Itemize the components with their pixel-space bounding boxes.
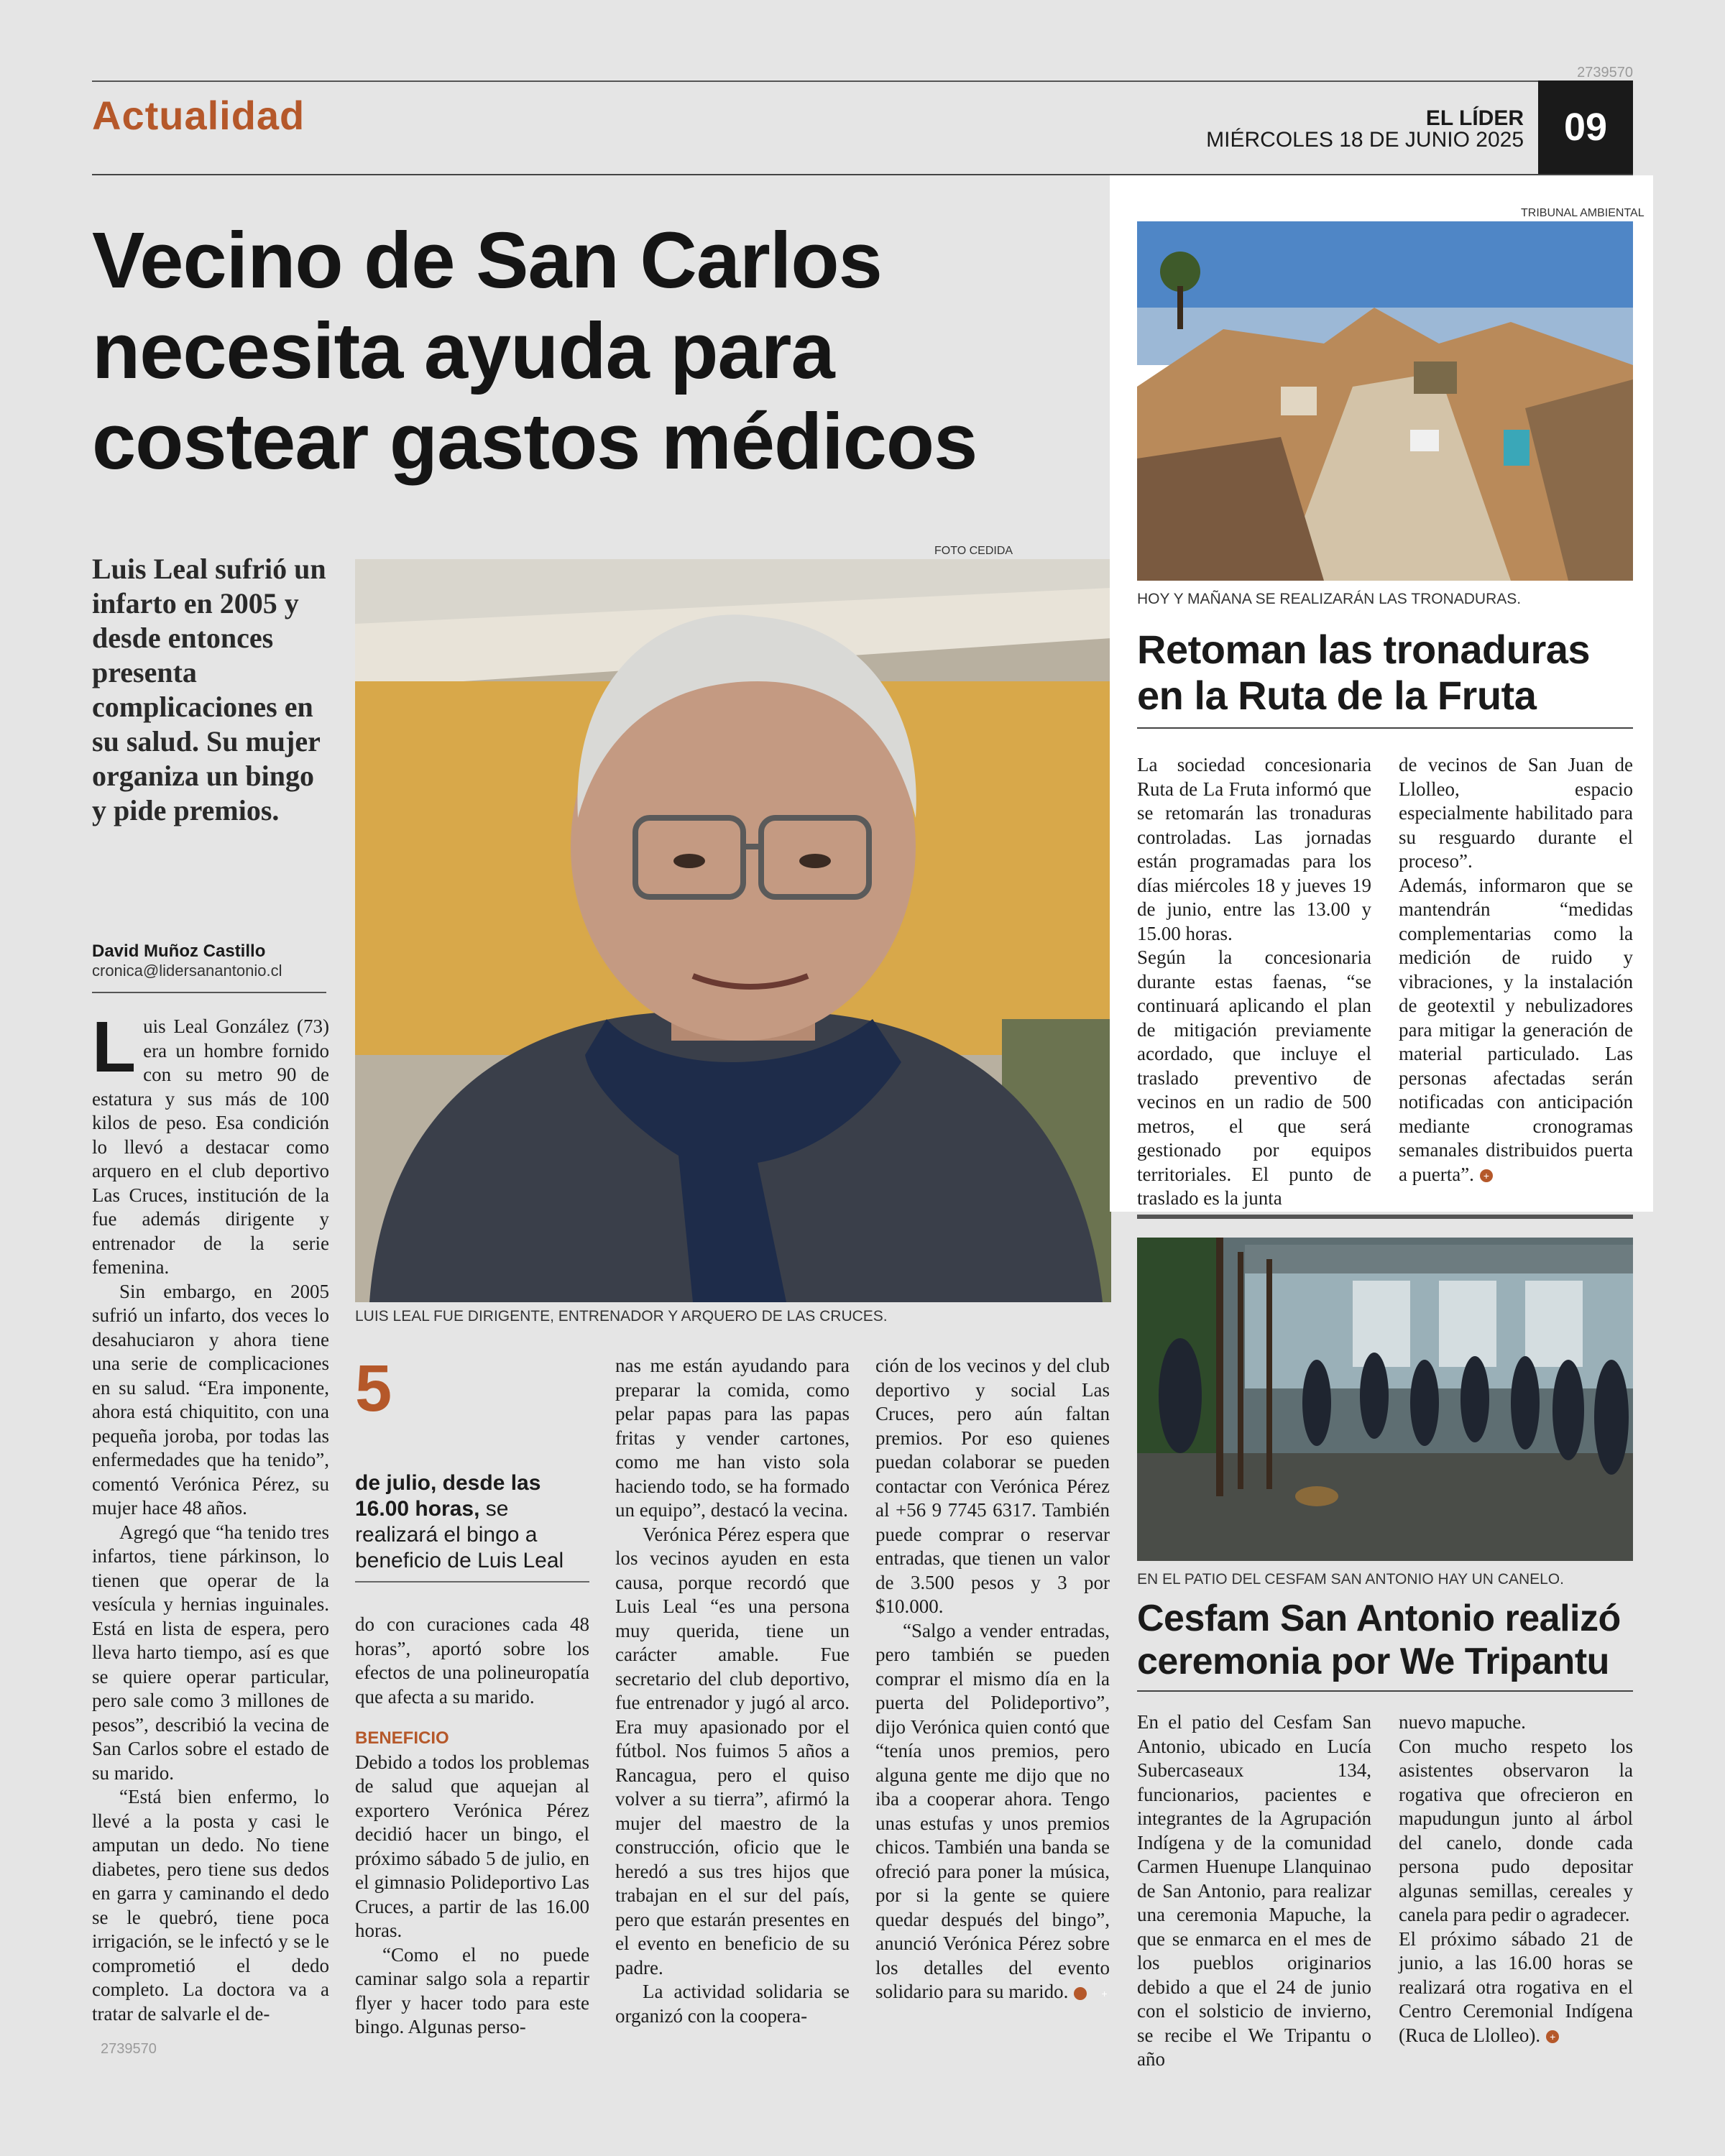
byline-author: David Muñoz Castillo (92, 941, 266, 961)
callout-bold: de julio, desde las 16.00 horas, (355, 1471, 541, 1521)
dropcap: L (92, 1007, 137, 1087)
cesfam-title (1137, 1597, 1633, 1683)
headline-line-1: Vecino de San Carlos (92, 216, 882, 305)
photo-credit: FOTO CEDIDA (934, 545, 1013, 557)
cesfam-col2-paragraph-3-text: El próximo sábado 21 de junio, a las 16.00 horas se realizará otra rogativa en el Centro Ceremonial Indígena (Ruca de Llolleo). (1399, 1927, 1633, 2046)
portrait-photo (355, 559, 1111, 1302)
callout-rule (355, 1581, 589, 1583)
article-lead: Luis Leal sufrió un infarto en 2005 y desde entonces presenta complicaciones en su salud. Su mujer organiza un bingo y pide premios. (92, 553, 326, 826)
end-mark-icon: + (1546, 2030, 1559, 2043)
cesfam-col2-paragraph-3 (1399, 1927, 1633, 2048)
callout-rest: se realizará el bingo a beneficio de Luis Leal (355, 1497, 564, 1572)
sidebar-col2-paragraph-2-text: Además, informaron que se mantendrán “medidas complementarias como la medición de ruido y vibraciones, y la instalación de geotextil y nebulizadores para mitigar la generación de material particulado. Las personas afectadas serán notificadas con anticipación mediante cronogramas semanales distribuidos puerta a puerta”. (1399, 874, 1633, 1185)
col4-paragraph-1: ción de los vecinos y del club deportivo y social Las Cruces, pero aún faltan premios. Por eso quienes puedan colaborar se pueden contactar con Verónica Pérez al +56 9 7745 6317. También puede comprar o reservar entradas, que tienen un valor de 3.500 pesos y 3 por $10.000. (875, 1355, 1110, 1617)
headline-line-2: necesita ayuda para (92, 307, 834, 395)
page-code-bottom: 2739570 (101, 2041, 157, 2057)
col2-paragraph-2: Debido a todos los problemas de salud que aquejan al exportero Verónica Pérez decidió hacer un bingo, el próximo sábado 5 de julio, en el gimnasio Polideportivo Las Cruces, a partir de las 16.00 horas. (355, 1751, 589, 1941)
col4-paragraph-2 (875, 1619, 1110, 2004)
callout-big-number: 5 (355, 1352, 392, 1425)
sidebar-photo-caption: HOY Y MAÑANA SE REALIZARÁN LAS TRONADURAS. (1137, 591, 1522, 607)
col4-paragraph-2-text: “Salgo a vender entradas, pero también se pueden comprar el mismo día en la puerta del Polideportivo”, dijo Verónica quien contó que “tenía unos premios, pero alguna gente me dijo que no iba a cooperar ahora. Tengo unas estufas y unos premios chicos. También una banda se ofreció para poner la música, por si la gente se quiere quedar después del bingo”, anunció Verónica Pérez sobre los detalles del evento solidario para su marido. (875, 1619, 1110, 2002)
sidebar-col2-paragraph-1: de vecinos de San Juan de Llolleo, espacio especialmente habilitado para su resguardo durante el proceso”. (1399, 754, 1633, 872)
sidebar-label: TRIBUNAL AMBIENTAL (1521, 207, 1644, 219)
col1-paragraph-3: Agregó que “ha tenido tres infartos, tiene párkinson, lo tienen que operar de la vesícula y hernias inguinales. Está en lista de espera, pero lleva harto tiempo, así es que se quiere operar particular, pero sale como 3 millones de pesos”, describió la vecina de San Carlos sobre el estado de su marido. (92, 1521, 329, 1784)
sidebar-title-line-2: en la Ruta de la Fruta (1137, 673, 1537, 718)
col1-paragraph-2: Sin embargo, en 2005 sufrió un infarto, dos veces lo desahuciaron y ahora tiene una serie de complicaciones en su salud. “Era imponente, ahora está chiquitito, con una pequeña joroba, por todas las enfermedades que ha tenido”, comentó Verónica Pérez, su mujer hace 48 años. (92, 1280, 329, 1519)
cesfam-column-2 (1399, 1710, 1633, 2047)
main-headline (92, 216, 1084, 487)
photo-caption: LUIS LEAL FUE DIRIGENTE, ENTRENADOR Y ARQUERO DE LAS CRUCES. (355, 1308, 888, 1325)
callout-text (355, 1470, 589, 1574)
publication-name: EL LÍDER (1425, 106, 1524, 130)
cesfam-col2-paragraph-1: nuevo mapuche. (1399, 1711, 1526, 1733)
byline-rule (92, 992, 326, 993)
sidebar-title (1137, 627, 1633, 719)
cesfam-photo-caption: EN EL PATIO DEL CESFAM SAN ANTONIO HAY UN CANELO. (1137, 1571, 1564, 1588)
sidebar-column-1 (1137, 753, 1371, 1211)
sidebar-col1-paragraph-2: Según la concesionaria durante estas faenas, “se continuará aplicando el plan de mitigación previamente acordado, que incluye el traslado preventivo de vecinos en un radio de 500 metros, el que será gestionado por equipos territoriales. El punto de traslado es la junta (1137, 946, 1371, 1209)
publication-date: MIÉRCOLES 18 DE JUNIO 2025 (1206, 128, 1524, 152)
sidebar-rule (1137, 727, 1633, 729)
cesfam-col1-paragraph-1: En el patio del Cesfam San Antonio, ubicado en Lucía Subercaseaux 134, funcionarios, pacientes e integrantes de la Agrupación Indígena y de la comunidad Carmen Huenupe Llanquinao de San Antonio, para realizar una ceremonia Mapuche, la que se enmarca en el mes de los pueblos originarios debido a que el 24 de junio con el solsticio de invierno, se recibe el We Tripantu o año (1137, 1711, 1371, 2070)
sidebar-title-line-1: Retoman las tronaduras (1137, 627, 1591, 672)
col3-paragraph-3: La actividad solidaria se organizó con la coopera- (615, 1981, 850, 2027)
col1-paragraph-4: “Está bien enfermo, lo llevé a la posta y casi le amputan un dedo. No tiene diabetes, pero tiene sus dedos en garra y caminando el dedo se le quebró, tiene poca irrigación, se le infectó y se le comprometió el dedo completo. La doctora va a tratar de salvarle el de- (92, 1786, 329, 2024)
sidebar-col1-paragraph-1: La sociedad concesionaria Ruta de La Fruta informó que se retomarán las tronaduras controladas. Las jornadas están programadas para los días miércoles 18 y jueves 19 de junio, entre las 13.00 y 15.00 horas. (1137, 754, 1371, 944)
headline-line-3: costear gastos médicos (92, 397, 978, 486)
article-column-1 (92, 1007, 329, 2026)
end-mark-icon: + (1480, 1169, 1493, 1182)
byline-email: cronica@lidersanantonio.cl (92, 962, 282, 980)
col1-paragraph-1: uis Leal González (73) era un hombre fornido con su metro 90 de estatura y sus más de 100 kilos de peso. Esa condición lo llevó a destacar como arquero en el club deportivo Las Cruces, institución de la fue además dirigente y entrenador de la serie femenina. (92, 1015, 329, 1278)
sidebar-column-2 (1399, 753, 1633, 1187)
cesfam-title-line-2: ceremonia por We Tripantu (1137, 1641, 1609, 1682)
subhead-beneficio: BENEFICIO (355, 1728, 449, 1748)
cesfam-top-rule (1137, 1215, 1633, 1219)
section-title: Actualidad (92, 93, 305, 138)
col2-paragraph-1: do con curaciones cada 48 horas”, aportó sobre los efectos de una polineuropatía que afecta a su marido. (355, 1613, 589, 1708)
cesfam-col2-paragraph-2: Con mucho respeto los asistentes observaron la rogativa que ofrecieron en mapudungun junto al árbol del canelo, donde cada persona pudo depositar algunas semillas, cereales y canela para pedir o agradecer. (1399, 1735, 1633, 1925)
cesfam-column-1 (1137, 1710, 1371, 2072)
road-photo (1137, 221, 1633, 581)
header-top-rule (92, 80, 1633, 82)
cesfam-rule (1137, 1690, 1633, 1692)
end-mark-icon: + (1074, 1987, 1087, 2000)
article-column-2 (355, 1613, 589, 2040)
sidebar-col2-paragraph-2 (1399, 874, 1633, 1187)
page-code-top: 2739570 (1577, 65, 1633, 80)
page-number: 09 (1538, 80, 1633, 174)
ceremony-photo (1137, 1238, 1633, 1561)
cesfam-title-line-1: Cesfam San Antonio realizó (1137, 1598, 1621, 1639)
col3-paragraph-1: nas me están ayudando para preparar la comida, como pelar papas para las papas fritas y vender cartones, como me han visto sola haciendo todo, se ha formado un equipo”, destacó la vecina. (615, 1355, 850, 1521)
article-column-3 (615, 1354, 850, 2028)
col3-paragraph-2: Verónica Pérez espera que los vecinos ayuden en esta causa, porque recordó que Luis Leal “es una persona muy querida, tiene un carácter amable. Fue secretario del club deportivo, fue entrenador y jugó al arco. Era muy apasionado por el fútbol. Nos fuimos 5 años a Rancagua, pero el quiso volver a su tierra”, afirmó la mujer del maestro de la construcción, oficio que le heredó a sus tres hijos que trabajan en el sur del país, pero que estarán presentes en el evento en beneficio de su padre. (615, 1523, 850, 1978)
article-column-4 (875, 1354, 1110, 2004)
col2-paragraph-3: “Como el no puede caminar salgo sola a repartir flyer y hacer todo para este bingo. Algunas perso- (355, 1943, 589, 2037)
